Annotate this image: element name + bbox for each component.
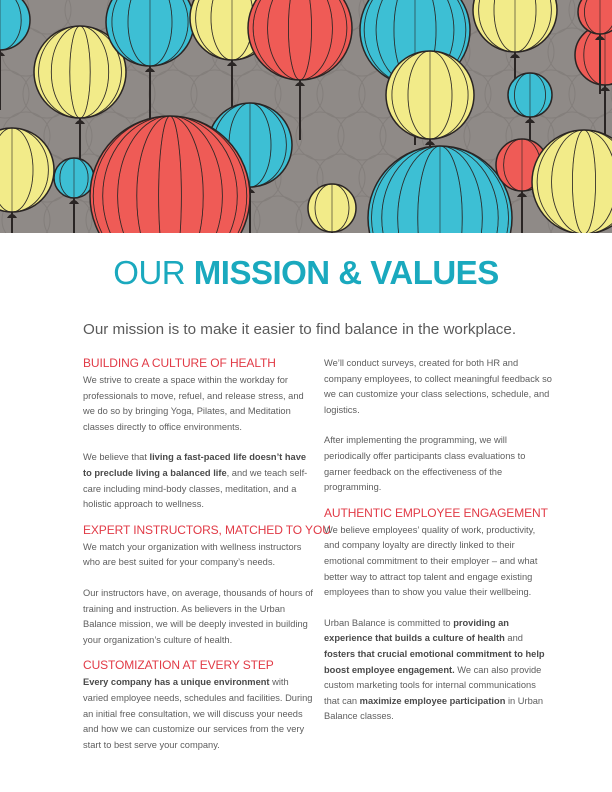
customization-text: with varied employee needs, schedules and facilities. During an initial free consultation, we will discuss your needs and how we can customize our services from the very start to best serve your company. xyxy=(83,677,313,750)
hero-banner-balloons xyxy=(0,0,612,233)
page-title xyxy=(0,256,612,289)
left-column xyxy=(83,356,331,753)
heading-employee-engagement: AUTHENTIC EMPLOYEE ENGAGEMENT xyxy=(324,505,548,520)
engagement-p2-g: in Urban Balance classes. xyxy=(324,695,544,722)
heading-culture-of-health: BUILDING A CULTURE OF HEALTH xyxy=(83,356,276,370)
culture-p2-text-a: We believe that xyxy=(83,452,150,463)
engagement-p2-b: providing an experience that builds a culture of health xyxy=(324,617,509,644)
culture-paragraph-1: We strive to create a space within the workday for professionals to move, refuel, and release stress, and we do so by bringing Yoga, Pilates, and Meditation classes directly to office environments. xyxy=(83,375,304,432)
engagement-p2-e: We can also provide custom marketing tools for internal communications that can xyxy=(324,664,542,706)
culture-p2-text-c: , and we teach self-care including mind-body classes, meditation, and a holistic approach to wellness. xyxy=(83,467,308,510)
engagement-paragraph-1: We believe employees’ quality of work, productivity, and company loyalty are directly linked to their emotional commitment to their employer – and what better way to attract top talent and engage existing employees than to show you value their wellbeing. xyxy=(324,524,538,598)
customization-bold: Every company has a unique environment xyxy=(83,677,270,688)
engagement-paragraph-2 xyxy=(324,616,552,725)
customization-paragraph xyxy=(83,675,313,753)
instructors-paragraph-1: We match your organization with wellness instructors who are best suited for your company’s needs. xyxy=(83,541,302,568)
heading-expert-instructors: EXPERT INSTRUCTORS, MATCHED TO YOU xyxy=(83,522,331,537)
surveys-paragraph: We’ll conduct surveys, created for both HR and company employees, to collect meaningful feedback so we can customize your class selections, schedule, and logistics. xyxy=(324,358,552,415)
culture-p2-bold: living a fast-paced life doesn’t have to preclude living a balanced life xyxy=(83,452,307,478)
balloon-illustration xyxy=(0,0,612,233)
engagement-p2-d: fosters that crucial emotional commitment to help boost employee engagement. xyxy=(324,648,545,675)
engagement-p2-f: maximize employee participation xyxy=(359,695,506,706)
mission-tagline: Our mission is to make it easier to find balance in the workplace. xyxy=(83,321,517,338)
title-bold: MISSION & VALUES xyxy=(193,254,499,291)
instructors-paragraph-2: Our instructors have, on average, thousands of hours of training and instruction. As believers in the Urban Balance mission, we will be deeply invested in building your organization’s culture of health. xyxy=(83,587,313,645)
engagement-p2-c: and xyxy=(504,633,523,644)
title-light: OUR xyxy=(113,254,194,291)
heading-customization: CUSTOMIZATION AT EVERY STEP xyxy=(83,658,274,673)
right-column xyxy=(324,356,552,725)
engagement-p2-a: Urban Balance is committed to xyxy=(324,617,454,628)
evaluations-paragraph: After implementing the programming, we will periodically offer participants class evaluations to garner feedback on the effectiveness of the programming. xyxy=(324,435,526,493)
culture-paragraph-2 xyxy=(83,450,313,512)
